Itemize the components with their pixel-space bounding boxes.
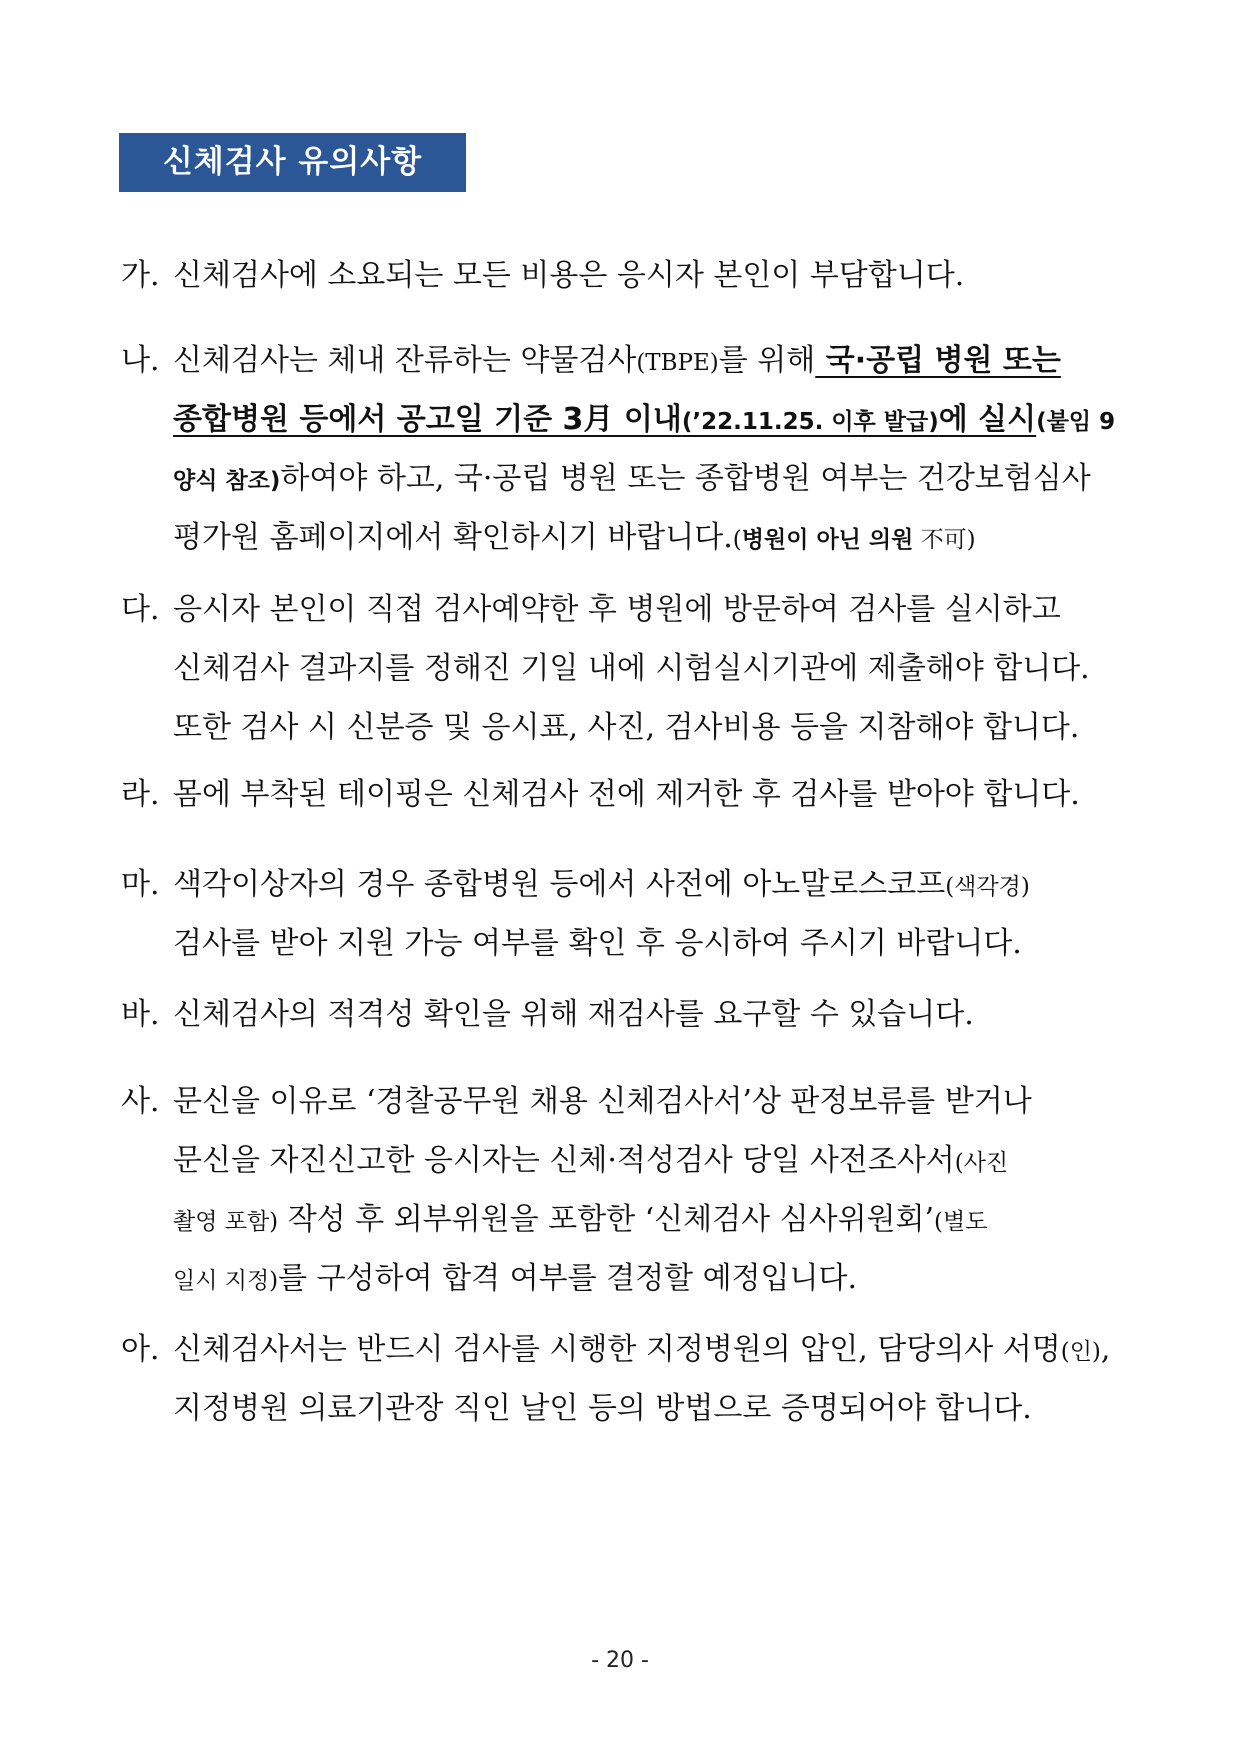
item-line [173,390,1121,449]
item-line [173,1131,1121,1190]
item-text: 작성 후 외부위원을 포함한 ‘신체검사 심사위원회’ [278,1202,935,1237]
list-item-a [121,1320,1121,1438]
item-emphasis: 국·공립 병원 또는 [815,343,1061,378]
item-line [173,1190,1121,1249]
section-title: 신체검사 유의사항 [119,133,466,192]
page-number: - 20 - [591,1648,649,1673]
item-marker: 아. [121,1332,160,1367]
item-text: 를 위해 [718,343,816,378]
item-text: 하여야 하고, 국·공립 병원 또는 종합병원 여부는 건강보험심사 [280,461,1091,496]
item-text: 문신을 자진신고한 응시자는 신체·적성검사 당일 사전조사서 [173,1143,955,1178]
item-line [173,1320,1121,1379]
item-text: 지정병원 의료기관장 직인 날인 등의 방법으로 증명되어야 합니다. [173,1391,1032,1426]
item-line [173,331,1121,390]
list-item-ma [121,855,1121,973]
item-marker: 바. [121,997,160,1032]
item-text: 신체검사서는 반드시 검사를 시행한 지정병원의 압인, 담당의사 서명 [173,1332,1061,1367]
item-text-small: (사진 [954,1150,1009,1176]
item-text-small: (TBPE) [636,350,719,376]
item-text: 신체검사는 체내 잔류하는 약물검사 [173,343,637,378]
item-emphasis-small: (’22.11.25. 이후 발급) [681,409,939,435]
item-line [173,1249,1121,1308]
list-item-sa [121,1072,1121,1308]
item-line [173,855,1121,914]
item-text-small: 不可) [913,527,976,553]
item-text: 색각이상자의 경우 종합병원 등에서 사전에 아노말로스코프 [173,867,946,902]
item-marker: 나. [121,343,160,378]
item-emphasis: 에 실시 [938,402,1037,437]
item-marker: 라. [121,777,160,812]
list-item-ga [121,246,1121,305]
item-text: 평가원 홈페이지에서 확인하시기 바랍니다. [173,520,733,555]
item-marker: 사. [121,1084,160,1119]
item-text: 신체검사의 적격성 확인을 위해 재검사를 요구할 수 있습니다. [173,997,974,1032]
item-text: 몸에 부착된 테이핑은 신체검사 전에 제거한 후 검사를 받아야 합니다. [173,777,1080,812]
item-text-small: (색각경) [945,874,1030,900]
item-emphasis: 종합병원 등에서 공고일 기준 3月 이내 [173,402,682,437]
item-text: 검사를 받아 지원 가능 여부를 확인 후 응시하여 주시기 바랍니다. [173,926,1022,961]
item-emphasis-small: 병원이 아닌 의원 [741,527,914,553]
item-text: 신체검사에 소요되는 모든 비용은 응시자 본인이 부담합니다. [173,258,965,293]
item-text: 를 구성하여 합격 여부를 결정할 예정입니다. [278,1261,858,1296]
list-item-ra [121,765,1121,824]
item-line [173,508,1121,567]
item-text-small: (별도 [934,1209,988,1235]
list-item-ba [121,985,1121,1044]
item-text: 신체검사 결과지를 정해진 기일 내에 시험실시기관에 제출해야 합니다. [173,651,1090,686]
item-emphasis-small: (붙임 9 [1036,409,1116,435]
item-text: 또한 검사 시 신분증 및 응시표, 사진, 검사비용 등을 지참해야 합니다. [173,710,1080,745]
item-text: , [1100,1332,1111,1367]
item-marker: 가. [121,258,160,293]
item-text-small: (인) [1060,1339,1101,1365]
item-text-small: ( [732,527,742,553]
item-text: 응시자 본인이 직접 검사예약한 후 병원에 방문하여 검사를 실시하고 [173,592,1061,627]
item-line [173,449,1121,508]
item-text: 문신을 이유로 ‘경찰공무원 채용 신체검사서’상 판정보류를 받거나 [173,1084,1032,1119]
list-item-da [121,580,1121,757]
item-emphasis-small: 양식 참조) [173,468,281,494]
item-text-small: 촬영 포함) [173,1209,279,1235]
item-marker: 다. [121,592,160,627]
item-marker: 마. [121,867,160,902]
item-text-small: 일시 지정) [173,1268,279,1294]
list-item-na [121,331,1121,567]
